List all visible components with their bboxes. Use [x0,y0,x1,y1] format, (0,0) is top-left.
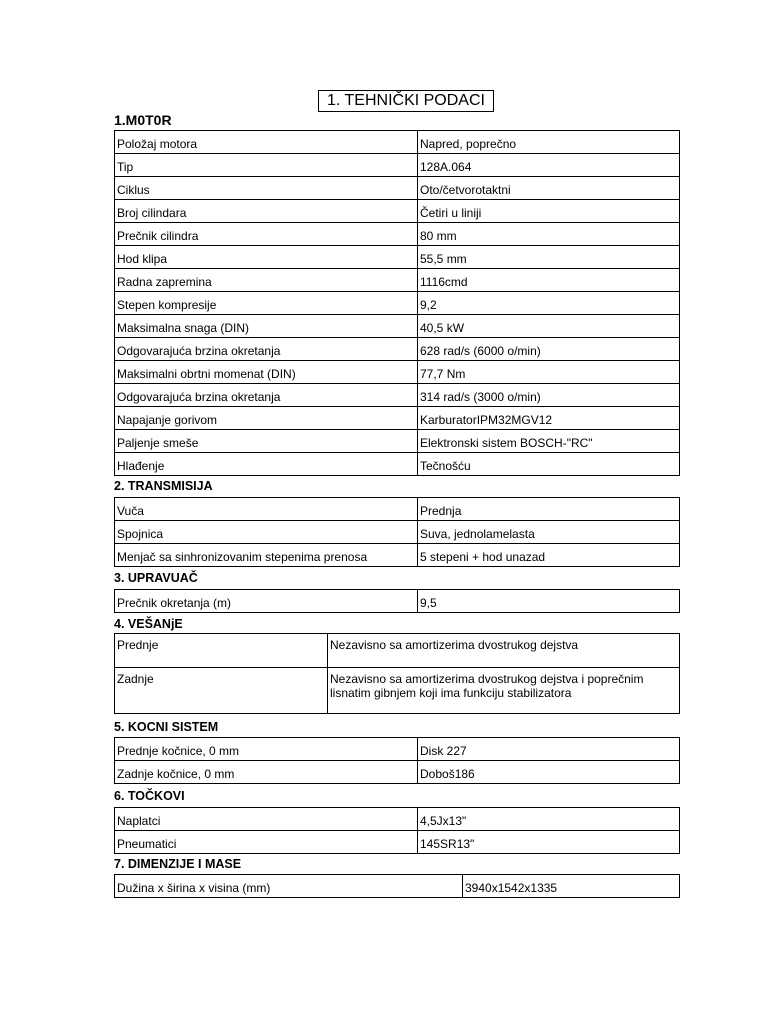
spec-value: 9,5 [418,590,680,613]
spec-value: 5 stepeni + hod unazad [418,544,680,567]
section-heading-suspension: 4. VEŠANjE [114,617,183,631]
spec-value: 55,5 mm [418,246,680,269]
spec-value: 4,5Jx13" [418,808,680,831]
spec-label: Zadnje kočnice, 0 mm [115,761,418,784]
spec-value: Nezavisno sa amortizerima dvostrukog dejstva i poprečnim lisnatim gibnjem koji ima funkciju stabilizatora [328,668,680,714]
spec-label: Prečnik cilindra [115,223,418,246]
steering-spec-table [114,589,680,613]
spec-value: 128A.064 [418,154,680,177]
spec-label: Radna zapremina [115,269,418,292]
table-row [115,590,680,613]
table-row [115,407,680,430]
table-row [115,292,680,315]
spec-value: Elektronski sistem BOSCH-"RC" [418,430,680,453]
spec-label: Napajanje gorivom [115,407,418,430]
table-row [115,831,680,854]
spec-value: 3940x1542x1335 [463,875,680,898]
suspension-spec-table [114,633,680,714]
spec-value: KarburatorIPM32MGV12 [418,407,680,430]
table-row [115,131,680,154]
table-row [115,200,680,223]
spec-label: Odgovarajuća brzina okretanja [115,338,418,361]
spec-label: Pneumatici [115,831,418,854]
table-row [115,544,680,567]
spec-value: 9,2 [418,292,680,315]
table-row [115,453,680,476]
table-row [115,808,680,831]
table-row [115,430,680,453]
table-row [115,498,680,521]
spec-value: Doboš186 [418,761,680,784]
table-row [115,634,680,668]
spec-label: Prednje [115,634,328,668]
table-row [115,177,680,200]
section-heading-brakes: 5. KOCNI SISTEM [114,720,219,734]
section-heading-transmission: 2. TRANSMISIJA [114,479,213,493]
spec-label: Maksimalni obrtni momenat (DIN) [115,361,418,384]
spec-label: Maksimalna snaga (DIN) [115,315,418,338]
motor-spec-table [114,130,680,476]
spec-value: 77,7 Nm [418,361,680,384]
spec-value: Oto/četvorotaktni [418,177,680,200]
transmission-spec-table [114,497,680,567]
table-row [115,246,680,269]
spec-value: 1116cmd [418,269,680,292]
spec-label: Tip [115,154,418,177]
spec-label: Broj cilindara [115,200,418,223]
table-row [115,315,680,338]
spec-value: 80 mm [418,223,680,246]
spec-label: Naplatci [115,808,418,831]
spec-value: Suva, jednolamelasta [418,521,680,544]
section-heading-wheels: 6. TOČKOVI [114,789,185,803]
spec-value: 314 rad/s (3000 o/min) [418,384,680,407]
section-heading-dimensions: 7. DIMENZIJE I MASE [114,857,242,871]
table-row [115,269,680,292]
spec-label: Paljenje smeše [115,430,418,453]
dimensions-spec-table [114,874,680,898]
spec-label: Stepen kompresije [115,292,418,315]
spec-label: Ciklus [115,177,418,200]
spec-label: Hod klipa [115,246,418,269]
document-title: 1. TEHNIČKI PODACI [318,90,494,112]
spec-label: Menjač sa sinhronizovanim stepenima prenosa [115,544,418,567]
table-row [115,761,680,784]
spec-label: Vuča [115,498,418,521]
table-row [115,875,680,898]
spec-value: Nezavisno sa amortizerima dvostrukog dejstva [328,634,680,668]
table-row [115,154,680,177]
spec-value: 628 rad/s (6000 o/min) [418,338,680,361]
brakes-spec-table [114,737,680,784]
spec-label: Prednje kočnice, 0 mm [115,738,418,761]
spec-label: Dužina x širina x visina (mm) [115,875,463,898]
table-row [115,361,680,384]
section-heading-steering: 3. UPRAVUAČ [114,571,198,585]
spec-label: Hlađenje [115,453,418,476]
spec-value: Tečnošću [418,453,680,476]
table-row [115,738,680,761]
spec-value: Četiri u liniji [418,200,680,223]
spec-value: 40,5 kW [418,315,680,338]
section-heading-motor: 1.M0T0R [114,112,172,128]
spec-value: Napred, poprečno [418,131,680,154]
table-row [115,338,680,361]
table-row [115,668,680,714]
spec-label: Položaj motora [115,131,418,154]
table-row [115,521,680,544]
table-row [115,223,680,246]
spec-label: Prečnik okretanja (m) [115,590,418,613]
spec-value: Prednja [418,498,680,521]
table-row [115,384,680,407]
spec-label: Zadnje [115,668,328,714]
spec-label: Spojnica [115,521,418,544]
spec-label: Odgovarajuća brzina okretanja [115,384,418,407]
wheels-spec-table [114,807,680,854]
spec-value: 145SR13" [418,831,680,854]
spec-value: Disk 227 [418,738,680,761]
